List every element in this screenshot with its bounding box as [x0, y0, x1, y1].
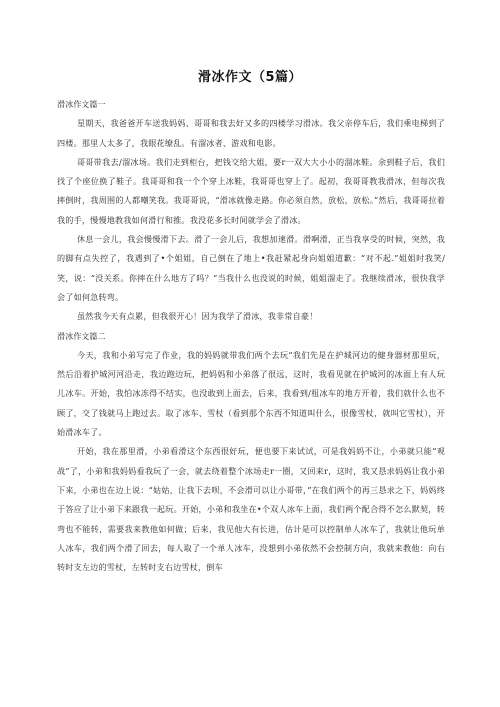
section-heading: 滑冰作文篇一	[57, 99, 106, 109]
paragraph: 休息一会儿，我会慢慢滑下去。滑了一会儿后，我想加速滑。滑啊滑，正当我享受的时候，突然，我的脚有点失控了，我遇到了•个姐姐，自己倒在了地上•我赶紧起身向姐姐道歉：“对不起.”姐姐时我笑/笑，说：“没关系。你摔在什么地方了吗？”当我什么也没说的时候，姐姐溜走了。我继续滑冰，很快我学会了如何急转弯。	[57, 234, 445, 302]
document-body	[57, 95, 445, 577]
section-heading: 滑冰作文篇二	[57, 330, 106, 341]
document-title: 滑冰作文（5篇）	[197, 70, 303, 85]
paragraph: 开始，我在那里滑，小弟看滑这个东西很好玩，便也要下来试试，可是我妈妈不让，小弟就只能“观战”了，小弟和我妈妈看我玩了一会，就去绕着整个冰场走r一圈，又回来r，这时，我又恳求妈妈让我小弟下来，小弟也在边上说：“姑姑，让我下去呗，不会滑可以让小哥带，”在我们两个的再三恳求之下，妈妈终于答应了让小弟下来跟我一起玩。开始，小弟和我坐在•个双人冰车上面，我们两个配合得不怎么默契，转弯也不能转，需要我来教他如何做；后来，我见他大有长进，估计是可以控制单人冰车了，我就让他玩单人冰车，我们两个滑了回去，每人取了一个单人冰车，没想到小弟依然不会控制方向，我就来教他：向右转时支左边的雪杖，左转时支右边雪杖，倒车	[57, 446, 445, 573]
paragraph: 星期天，我爸爸开车送我妈妈、哥哥和我去好又多的四楼学习滑冰。我父亲停车后，我们乘电梯到了四楼。那里人太多了，我眼花缭乱。有溜冰者、游戏和电影。	[57, 118, 445, 148]
paragraph: 今天，我和小弟写完了作业，我的妈妈就带我们两个去玩“我们先是在护城河边的健身器材那里玩，然后沿着护城河河沿走，我边跑边玩，把妈妈和小弟落了很远，这时，我看见就在护城河的冰面上有人玩儿冰车。开始，我怕冰冻得不结实，也没敢到上面去，后来，我看到/租冰车的地方开着，我们就什么也不顾了，交了钱就马上跑过去。取了冰车、雪杖（看到那个东西不知道叫什么，很像雪杖，就叫它雪杖），开始滑冰车了。	[57, 349, 445, 438]
paragraph: 哥哥带我去/溜冰场。我们走到柜台，把钱交给大姐，要r一双大大小小的溜冰鞋。余到鞋子后，我们找了个座位换了鞋子。我哥哥和我一个个穿上冰鞋，我哥哥也穿上了。起初，我哥哥教我滑冰，但每次我摔倒时，我周围的人都嘲笑我。我哥哥说，“滑冰就像走路。你必须自然，放松，放松。”然后，我哥哥拉着我的手，慢慢地教我如何滑行和推。我没花多长时间就学会了滑冰。	[57, 156, 445, 225]
paragraph: 虽然我今天有点累，但我很开心！因为我学了滑冰，我非常自豪！	[77, 311, 318, 322]
